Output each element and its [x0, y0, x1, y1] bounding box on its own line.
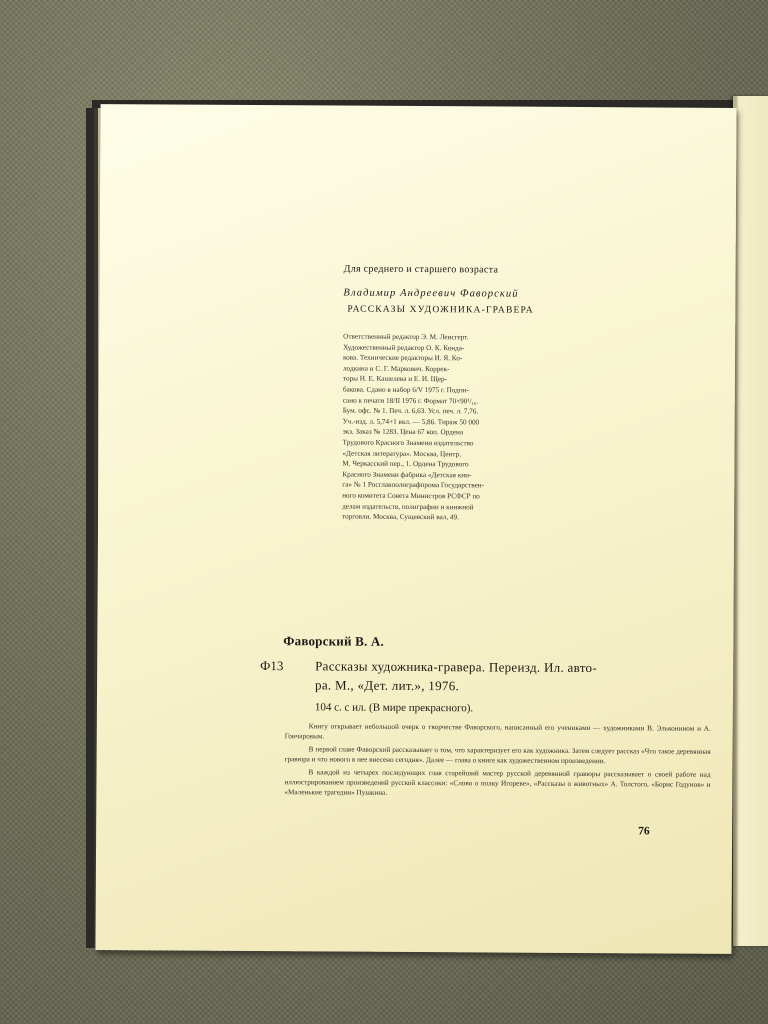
imprint-line: кова. Технические редакторы И. Я. Ко- [343, 353, 463, 363]
annotation-paragraph: Книгу открывает небольшой очерк о творчестве Фаворского, написанный его учениками — художниками В. Эльконином и А. Гончаровым. [284, 722, 711, 741]
book-page [95, 104, 736, 954]
catalog-card-title-line: ра. М., «Дет. лит.», 1976. [315, 677, 460, 694]
imprint-line: Бум. офс. № 1. Печ. л. 6,63. Усл. печ. л. 7,76. [342, 406, 479, 416]
catalog-card-author: Фаворский В. А. [283, 633, 384, 649]
author-full-name: Владимир Андреевич Фаворский [343, 287, 519, 300]
imprint-line: экз. Заказ № 1283. Цена 67 коп. Ордена [342, 427, 464, 437]
imprint-line: ного комитета Совета Министров РСФСР по [342, 491, 480, 501]
imprint-line: Ответственный редактор Э. М. Ленсгерт. [343, 332, 469, 342]
imprint-line: Красного Знамени фабрика «Детская кни- [342, 470, 472, 480]
catalog-card-pages: 104 с. с ил. (В мире прекрасного). [314, 701, 474, 715]
annotation-paragraph: В первой главе Фаворский рассказывает о том, что характеризует его как художника. Затем следует рассказ «Что такое деревянная гравюра и что нового в нее внесено сегодня». Далее — глава о книге как художественном произведении. [284, 745, 711, 766]
imprint-line: М. Черкасский пер., 1. Ордена Трудового [342, 459, 469, 469]
imprint-line: торы Н. Е. Кашелева и Е. И. Щер- [342, 374, 448, 384]
facing-page-edge [733, 96, 768, 946]
imprint-block [342, 332, 558, 524]
imprint-line: торговли. Москва, Сущевский вал, 49. [342, 512, 459, 522]
imprint-line: Художественный редактор О. К. Конда- [343, 343, 465, 352]
imprint-line: Трудового Красного Знамени издательство [342, 438, 474, 448]
imprint-line: «Детская литература». Москва, Центр, [342, 449, 461, 458]
audience-label: Для среднего и старшего возраста [343, 263, 499, 276]
imprint-line: делам издательств, полиграфии и книжной [342, 502, 474, 511]
catalog-card-title-line: Рассказы художника-гравера. Переизд. Ил. авто- [315, 658, 598, 676]
imprint-line: сано к печати 18/II 1976 г. Формат 70×90¹/₁₆. [342, 396, 479, 405]
imprint-line: Уч.-изд. л. 5,74+1 вкл. — 5,86. Тираж 50 000 [342, 417, 480, 427]
book-title-caps: РАССКАЗЫ ХУДОЖНИКА-ГРАВЕРА [347, 304, 534, 316]
imprint-line: га» № 1 Росглавполиграфпрома Государствен- [342, 480, 485, 490]
catalog-card-index: Ф13 [260, 658, 284, 674]
imprint-line: лодкина и С. Г. Маркович. Коррек- [342, 364, 450, 373]
annotation-paragraph: В каждой из четырех последующих глав старейший мастер русской деревянной гравюры рассказывает о своей работе над иллюстрированием произведений русской классики: «Слово о полку Игореве», «Рассказы о животных» А. Толстого, «Борис Годунов» и «Маленькие трагедии» Пушкина. [284, 767, 711, 798]
catalog-card-annotation [284, 721, 710, 802]
page-number: 76 [638, 825, 650, 838]
imprint-line: бакова. Сдано в набор 6/V 1975 г. Подпи- [342, 385, 469, 395]
